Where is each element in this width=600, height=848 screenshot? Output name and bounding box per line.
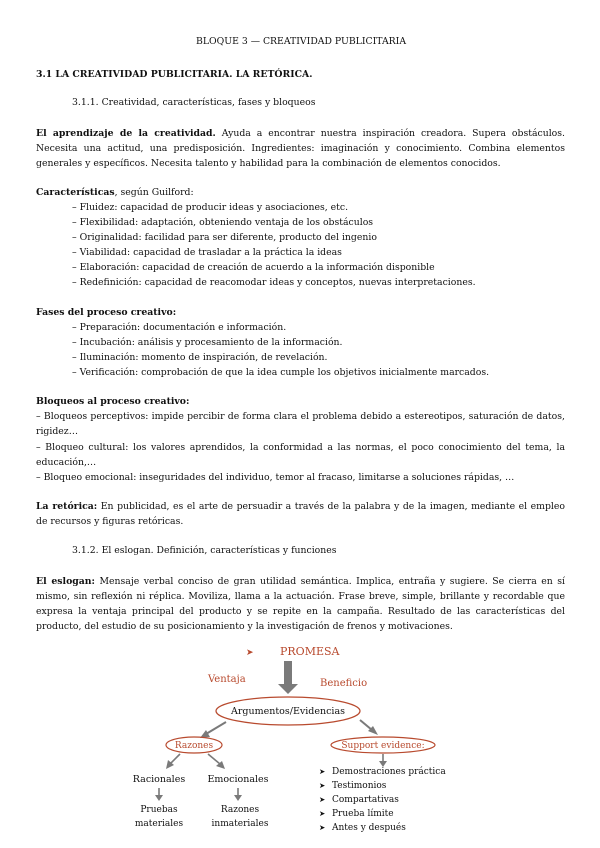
- support-item: Testimonios: [332, 781, 387, 791]
- bullet-arrow-icon: ➤: [319, 795, 326, 804]
- list-item: – Iluminación: momento de inspiración, de revelación.: [72, 352, 328, 363]
- pruebas-label-2: materiales: [134, 819, 184, 829]
- eslogan-text: Mensaje verbal conciso de gran utilidad semántica. Implica, entraña y sugiere. Se cierra en sí mismo, sin reflexión ni réplica. Moviliza, llama a la actuación. Frase breve, simple, brillante y recordable que expresa la ventaja principal del producto y se repite en la campaña. Resultado de las características del producto, del estudio de su posicionamiento y la investigación de frenos y motivaciones.: [36, 576, 566, 632]
- bloqueo-item: – Bloqueo emocional: inseguridades del individuo, temor al fracaso, limitarse a soluciones rápidas, …: [36, 472, 515, 483]
- list-item: – Originalidad: facilidad para ser diferente, producto del ingenio: [72, 232, 377, 243]
- pruebas-label-1: Pruebas: [140, 805, 178, 815]
- bullet-arrow-icon: ➤: [319, 809, 326, 818]
- promesa-bullet-icon: ➤: [246, 648, 254, 658]
- subsection-title-1: 3.1.1. Creatividad, características, fases y bloqueos: [72, 97, 316, 108]
- bullet-arrow-icon: ➤: [319, 823, 326, 832]
- list-item: – Incubación: análisis y procesamiento de la información.: [72, 337, 343, 348]
- list-item: – Fluidez: capacidad de producir ideas y asociaciones, etc.: [72, 202, 349, 213]
- razones-label: Razones: [174, 741, 214, 751]
- section-title: 3.1 LA CREATIVIDAD PUBLICITARIA. LA RETÓRICA.: [36, 69, 313, 80]
- arrow-line: [360, 720, 372, 730]
- retorica-lead: La retórica:: [36, 501, 98, 512]
- ventaja-label: Ventaja: [208, 674, 246, 685]
- arrow-line: [170, 754, 180, 764]
- eslogan-lead: El eslogan:: [36, 576, 95, 587]
- fases-heading: Fases del proceso creativo:: [36, 307, 177, 318]
- arrow-head-icon: [155, 795, 163, 801]
- razones-inm-label-1: Razones: [220, 805, 260, 815]
- support-item: Compartativas: [332, 795, 399, 805]
- caracteristicas-heading-bold: Características: [36, 187, 115, 198]
- bloqueo-item: – Bloqueos perceptivos: impide percibir de forma clara el problema debido a estereotipos, saturación de datos, rigidez…: [36, 411, 565, 437]
- bloqueos-heading: Bloqueos al proceso creativo:: [36, 396, 190, 407]
- emocionales-label: Emocionales: [207, 774, 269, 785]
- razones-inm-label-2: inmateriales: [211, 819, 269, 829]
- list-item: – Flexibilidad: adaptación, obteniendo ventaja de los obstáculos: [72, 217, 374, 228]
- retorica-text: En publicidad, es el arte de persuadir a través de la palabra y de la imagen, mediante el empleo de recursos y figuras retóricas.: [36, 501, 565, 527]
- bullet-arrow-icon: ➤: [319, 767, 326, 776]
- down-arrow-icon: [278, 661, 298, 694]
- support-label: Support evidence:: [341, 741, 425, 751]
- promesa-label: PROMESA: [280, 645, 340, 658]
- list-item: – Redefinición: capacidad de reacomodar ideas y conceptos, nuevas interpretaciones.: [72, 277, 476, 288]
- support-item: Antes y después: [332, 823, 406, 833]
- list-item: – Preparación: documentación e información.: [72, 322, 287, 333]
- list-item: – Viabilidad: capacidad de trasladar a la práctica la ideas: [72, 247, 342, 258]
- page-header: BLOQUE 3 — CREATIVIDAD PUBLICITARIA: [196, 36, 407, 47]
- racionales-label: Racionales: [132, 774, 186, 785]
- list-item: – Elaboración: capacidad de creación de acuerdo a la información disponible: [72, 262, 435, 273]
- bullet-arrow-icon: ➤: [319, 781, 326, 790]
- intro-text: Ayuda a encontrar nuestra inspiración creadora. Supera obstáculos. Necesita una actitud, una predisposición. Ingredientes: imaginación y conocimiento. Combina elementos generales y específicos. Necesita talento y habilidad para la combinación de elementos conocidos.: [36, 128, 565, 169]
- arrow-line: [206, 722, 226, 734]
- caracteristicas-heading-rest: , según Guilford:: [114, 187, 194, 198]
- intro-lead: El aprendizaje de la creatividad.: [36, 128, 216, 139]
- subsection-title-2: 3.1.2. El eslogan. Definición, características y funciones: [72, 545, 337, 556]
- list-item: – Verificación: comprobación de que la idea cumple los objetivos inicialmente marcados.: [72, 367, 490, 378]
- arrow-line: [208, 754, 220, 764]
- arrow-head-icon: [234, 795, 242, 801]
- support-item: Prueba límite: [332, 809, 394, 819]
- support-item: Demostraciones práctica: [332, 767, 446, 777]
- bloqueo-item: – Bloqueo cultural: los valores aprendidos, la conformidad a las normas, el poco conocimiento del tema, la educación,…: [36, 442, 565, 468]
- support-items-list: [319, 766, 446, 833]
- beneficio-label: Beneficio: [320, 678, 368, 689]
- argumentos-label: Argumentos/Evidencias: [230, 706, 346, 717]
